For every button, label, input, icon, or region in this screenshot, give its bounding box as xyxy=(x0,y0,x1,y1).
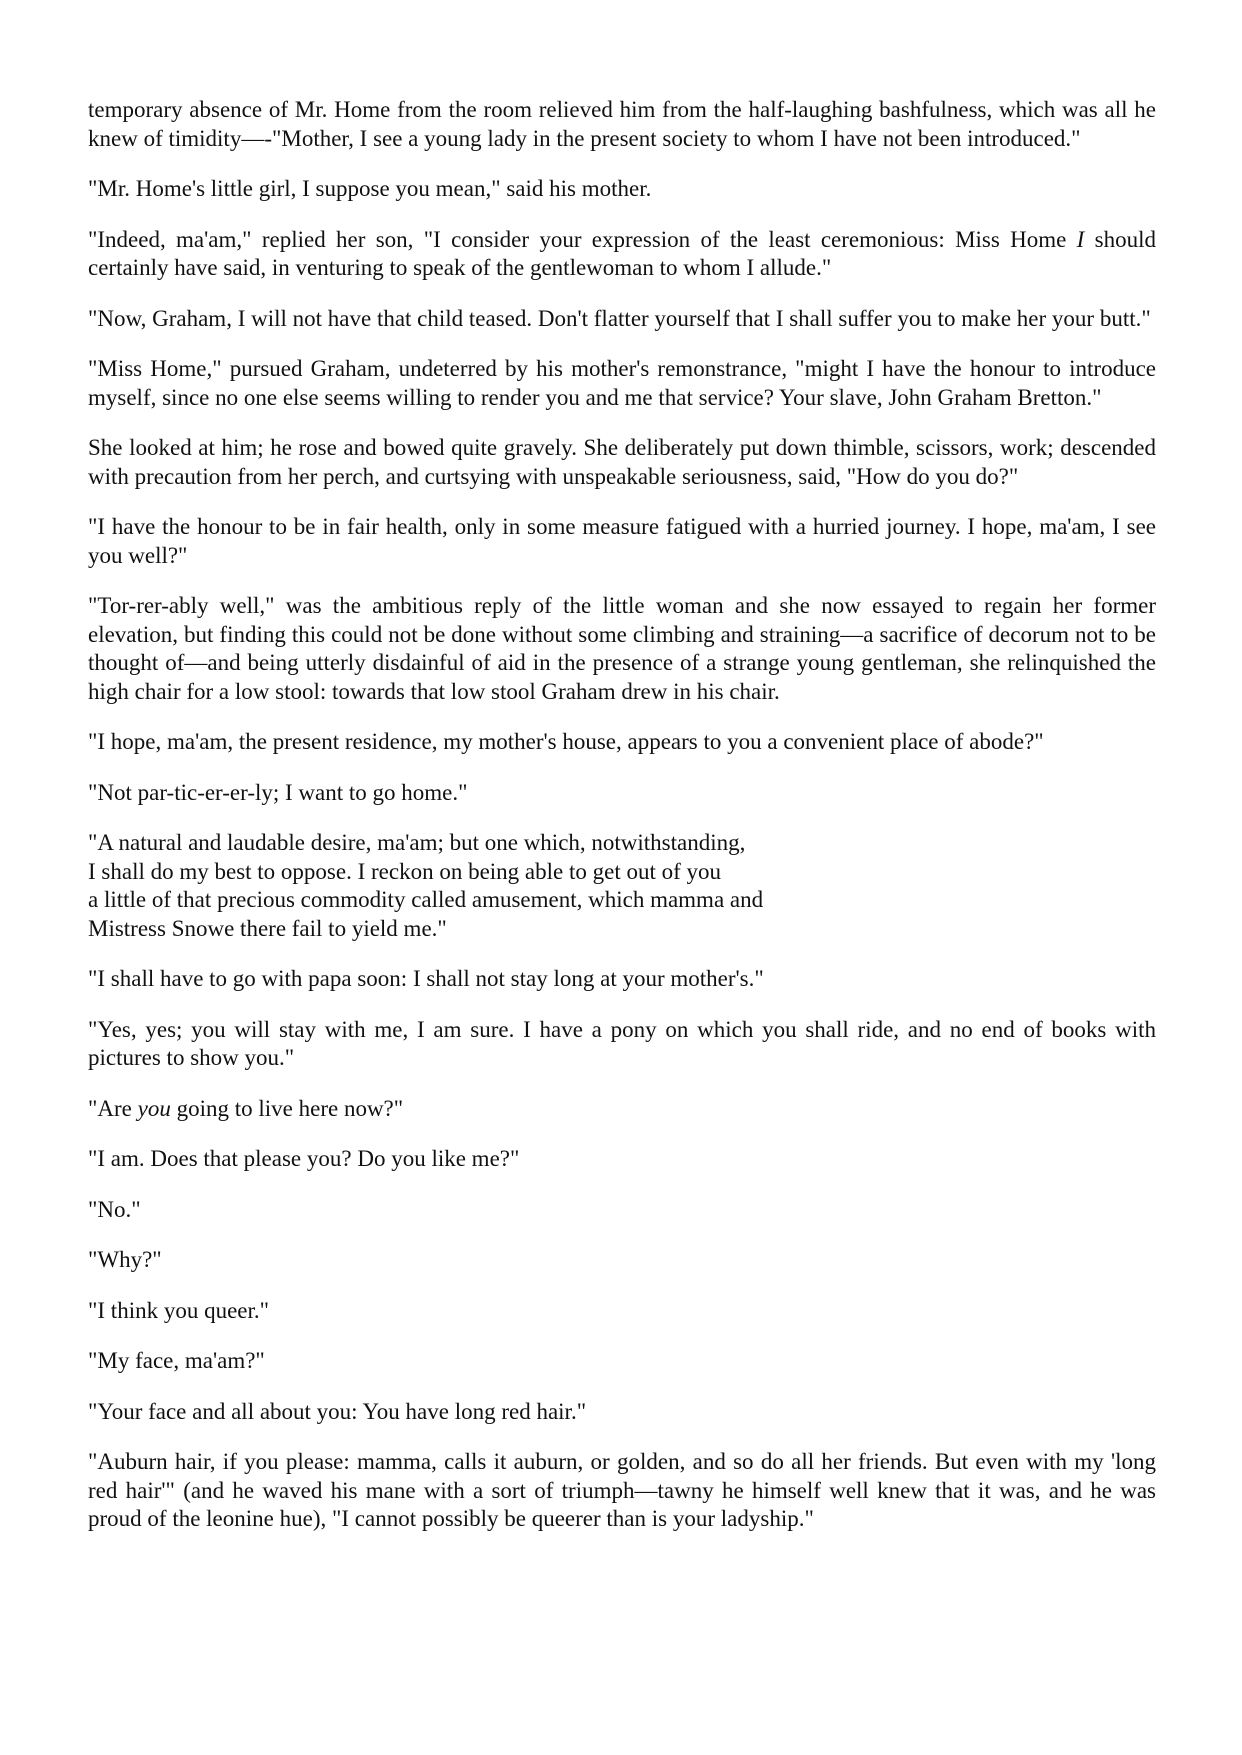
paragraph: "Your face and all about you: You have long red hair." xyxy=(88,1398,587,1424)
paragraph: "Tor-rer-ably well," was the ambitious reply of the little woman and she now essayed to regain her former elevation, but finding this could not be done without some climbing and straining—a sacrifice of decorum not to be thought of—and being utterly disdainful of aid in the presence of a strange young gentleman, she relinquished the high chair for a low stool: towards that low stool Graham drew in his chair. xyxy=(88,593,1156,704)
paragraph xyxy=(88,1095,1156,1124)
paragraph: "I think you queer." xyxy=(88,1297,270,1323)
paragraph: "Miss Home," pursued Graham, undeterred by his mother's remonstrance, "might I have the honour to introduce myself, since no one else seems willing to render you and me that service? Your slave, John Graham Bretton." xyxy=(88,356,1156,410)
paragraph: "No." xyxy=(88,1196,141,1222)
italic-text: I xyxy=(1076,226,1085,252)
paragraph: "I hope, ma'am, the present residence, my mother's house, appears to you a convenient place of abode?" xyxy=(88,729,1044,754)
italic-text: you xyxy=(137,1095,171,1121)
paragraph-text: "Are xyxy=(88,1095,138,1121)
paragraph: temporary absence of Mr. Home from the room relieved him from the half-laughing bashfulness, which was all he knew of timidity—-"Mother, I see a young lady in the present society to whom I have not been introduced." xyxy=(88,97,1156,151)
paragraph-line: a little of that precious commodity called amusement, which mamma and xyxy=(88,887,764,912)
paragraph: "Auburn hair, if you please: mamma, calls it auburn, or golden, and so do all her friends. But even with my 'long red hair'" (and he waved his mane with a sort of triumph—tawny he himself well knew that it was, and he was proud of the leonine hue), "I cannot possibly be queerer than is your ladyship." xyxy=(88,1449,1156,1531)
paragraph-text: going to live here now?" xyxy=(170,1095,404,1121)
paragraph-text: "Indeed, ma'am," replied her son, "I consider your expression of the least ceremonious: Miss Home xyxy=(88,226,1077,252)
paragraph: "I shall have to go with papa soon: I shall not stay long at your mother's." xyxy=(88,966,764,991)
paragraph: "Why?" xyxy=(88,1247,162,1272)
paragraph xyxy=(88,829,888,943)
paragraph-line: I shall do my best to oppose. I reckon on being able to get out of you xyxy=(88,858,722,884)
paragraph: "Now, Graham, I will not have that child teased. Don't flatter yourself that I shall suffer you to make her your butt." xyxy=(88,305,1151,331)
paragraph: "Not par-tic-er-er-ly; I want to go home." xyxy=(88,779,468,805)
paragraph: "Mr. Home's little girl, I suppose you mean," said his mother. xyxy=(88,176,652,201)
paragraph: "I have the honour to be in fair health, only in some measure fatigued with a hurried journey. I hope, ma'am, I see you well?" xyxy=(88,514,1156,568)
paragraph: She looked at him; he rose and bowed quite gravely. She deliberately put down thimble, scissors, work; descended with precaution from her perch, and curtsying with unspeakable seriousness, said, "How do you do?" xyxy=(88,435,1156,489)
paragraph: "Yes, yes; you will stay with me, I am sure. I have a pony on which you shall ride, and no end of books with pictures to show you." xyxy=(88,1016,1156,1070)
paragraph-text: should certainly have said, in venturing to speak of the gentlewoman to whom I allude." xyxy=(88,226,1157,280)
paragraph: "My face, ma'am?" xyxy=(88,1348,265,1373)
document-page xyxy=(88,96,1156,1556)
paragraph-line: "A natural and laudable desire, ma'am; but one which, notwithstanding, xyxy=(88,830,746,855)
paragraph xyxy=(88,226,1156,283)
paragraph: "I am. Does that please you? Do you like me?" xyxy=(88,1146,520,1171)
paragraph-line: Mistress Snowe there fail to yield me." xyxy=(88,915,447,941)
